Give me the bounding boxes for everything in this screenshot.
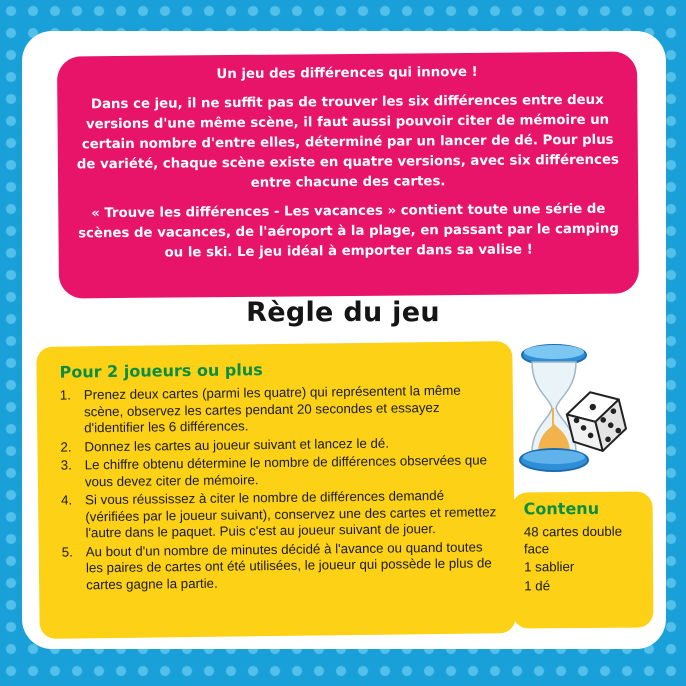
contents-item: 48 cartes double face <box>523 523 623 556</box>
intro-paragraph-1: Dans ce jeu, il ne suffit pas de trouver les six différences entre deux versions d'une même scène, il faut aussi pouvoir citer de mémoire un certain nombre d'entre elles, déterminé par un lancer de dé. Pour plus de variété, chaque scène existe en quatre versions, avec six différences entre chacune des cartes. <box>76 92 619 191</box>
rule-step-number: 5. <box>61 543 73 560</box>
game-illustration <box>516 338 636 480</box>
rules-list <box>60 382 499 593</box>
rule-step <box>61 487 499 542</box>
intro-heading: Un jeu des différences qui innove ! <box>216 64 478 83</box>
contents-item: 1 dé <box>524 577 551 593</box>
contents-item: 1 sablier <box>523 559 575 575</box>
rule-step-number: 4. <box>61 492 73 508</box>
contents-list <box>524 524 645 595</box>
rule-step-text: Le chiffre obtenu détermine le nombre de différences observées que vous devez citer de mémoire. <box>84 452 488 489</box>
rules-heading: Pour 2 joueurs ou plus <box>59 360 263 382</box>
rule-step <box>60 382 498 437</box>
intro-paragraph-2: « Trouve les différences - Les vacances » contient toute une série de scènes de vacances, de l'aéroport à la plage, en passant par le camping ou le ski. Le jeu idéal à emporter dans sa valise ! <box>78 201 619 261</box>
rule-step <box>62 539 500 594</box>
rule-step-text: Prenez deux cartes (parmi les quatre) qui représentent la même scène, observez les cartes pendant 20 secondes et essayez d'identifier les 6 différences. <box>83 382 461 436</box>
contents-heading: Contenu <box>523 498 600 519</box>
rule-step <box>61 452 498 490</box>
intro-box <box>57 51 639 298</box>
rule-step-number: 1. <box>59 387 72 403</box>
rule-step-text: Donnez les cartes au joueur suivant et lancez le dé. <box>84 435 390 454</box>
rule-step-number: 3. <box>60 457 72 473</box>
rules-title: Règle du jeu <box>246 297 440 328</box>
rule-step-text: Au bout d'un nombre de minutes décidé à l'avance ou quand toutes les paires de cartes ont été utilisées, le joueur qui possède le plus de cartes gagne la partie. <box>85 538 492 592</box>
contents-box <box>512 492 654 629</box>
rule-step-number: 2. <box>60 438 72 455</box>
rule-step-text: Si vous réussissez à citer le nombre de différences demandé (vérifiées par le joueur suivant), conservez une des cartes et remettez l'autre dans le paquet. Puis c'est au joueur suivant de jouer. <box>85 487 497 541</box>
rules-box <box>36 341 516 639</box>
